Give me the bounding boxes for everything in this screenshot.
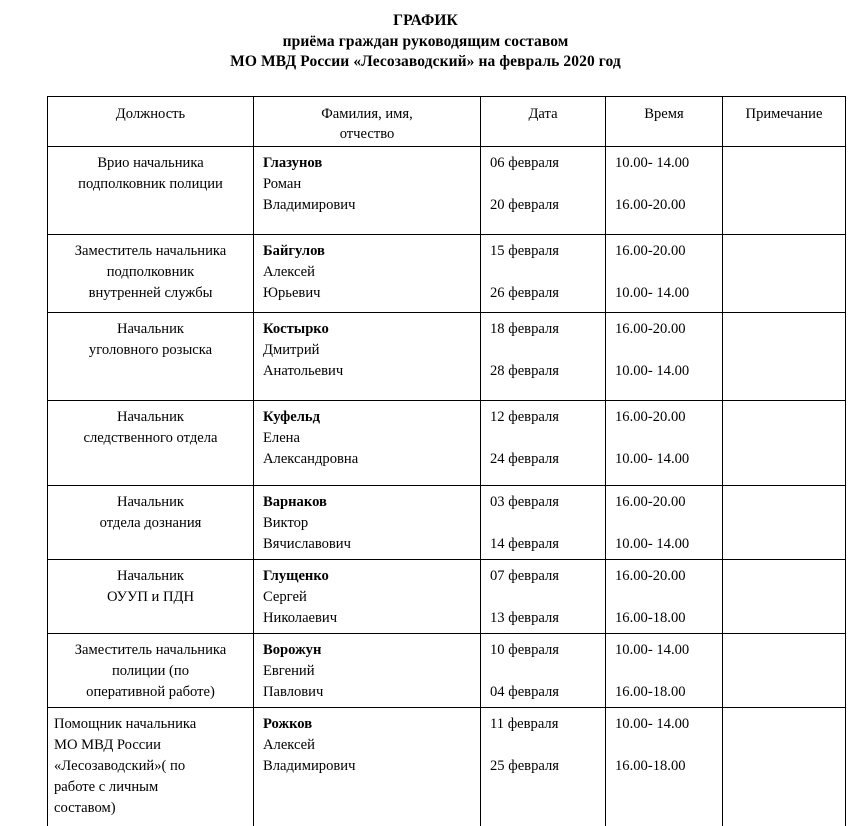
cell-time: [606, 147, 723, 235]
header-row: [48, 97, 846, 147]
position-line: Начальник: [116, 321, 185, 337]
cell-position: [48, 486, 254, 560]
date-slot-1: 06 февраля: [490, 155, 559, 171]
cell-position: [48, 147, 254, 235]
date-slot-1: 11 февраля: [490, 716, 559, 732]
cell-position: [48, 401, 254, 486]
position-line: уголовного розыска: [88, 342, 213, 358]
surname: Глазунов: [263, 155, 323, 171]
time-slot-1: 10.00- 14.00: [615, 155, 690, 171]
slot-spacer: [615, 340, 718, 361]
cell-position: [48, 634, 254, 708]
cell-full-name: [254, 235, 481, 313]
surname: Рожков: [263, 716, 313, 732]
first-name: Роман: [263, 176, 302, 192]
time-slot-2: 10.00- 14.00: [615, 451, 690, 467]
slot-spacer: [490, 428, 601, 449]
document-title-main: ГРАФИК: [393, 12, 458, 29]
schedule-table-header: [48, 97, 846, 147]
surname: Глущенко: [263, 568, 329, 584]
position-line: Врио начальника: [97, 155, 204, 171]
patronymic: Юрьевич: [263, 285, 321, 301]
cell-full-name: [254, 560, 481, 634]
slot-spacer: [615, 735, 718, 756]
cell-position: [48, 560, 254, 634]
slot-spacer: [490, 174, 601, 195]
time-slot-1: 16.00-20.00: [615, 243, 686, 259]
time-slot-2: 16.00-18.00: [615, 684, 686, 700]
document-title-subtitle-2: МО МВД России «Лесозаводский» на февраль 2020 год: [230, 53, 621, 70]
cell-note: [723, 560, 846, 634]
cell-time: [606, 634, 723, 708]
time-slot-1: 16.00-20.00: [615, 568, 686, 584]
patronymic: Вячиславович: [263, 536, 351, 552]
cell-date: [481, 634, 606, 708]
cell-note: [723, 708, 846, 826]
schedule-table-wrapper: [47, 96, 845, 826]
slot-spacer: [490, 587, 601, 608]
table-row: [48, 235, 846, 313]
time-slot-1: 16.00-20.00: [615, 409, 686, 425]
position-line: Начальник: [116, 568, 185, 584]
position-line: отдела дознания: [99, 515, 202, 531]
header-label-name-line2: отчество: [339, 126, 395, 142]
time-slot-2: 10.00- 14.00: [615, 536, 690, 552]
cell-full-name: [254, 486, 481, 560]
document-title-block: [0, 0, 851, 73]
cell-position: [48, 235, 254, 313]
date-slot-2: 24 февраля: [490, 451, 559, 467]
position-line: оперативной работе): [86, 684, 215, 700]
position-line: работе с личным: [54, 779, 159, 795]
slot-spacer: [615, 428, 718, 449]
first-name: Виктор: [263, 515, 309, 531]
cell-date: [481, 401, 606, 486]
position-line: внутренней службы: [88, 285, 213, 301]
table-row: [48, 708, 846, 826]
slot-spacer: [490, 262, 601, 283]
date-slot-1: 15 февраля: [490, 243, 559, 259]
schedule-table-body: [48, 147, 846, 826]
date-slot-2: 14 февраля: [490, 536, 559, 552]
cell-position: [48, 708, 254, 826]
header-label-note: Примечание: [745, 106, 823, 122]
position-line: подполковник: [106, 264, 195, 280]
table-row: [48, 313, 846, 401]
date-slot-2: 25 февраля: [490, 758, 559, 774]
position-line: полиции (по: [111, 663, 190, 679]
date-slot-1: 07 февраля: [490, 568, 559, 584]
table-row: [48, 147, 846, 235]
cell-date: [481, 486, 606, 560]
cell-date: [481, 147, 606, 235]
header-label-name-line1: Фамилия, имя,: [321, 106, 413, 122]
time-slot-1: 10.00- 14.00: [615, 716, 690, 732]
document-title-subtitle-1: приёма граждан руководящим составом: [282, 32, 569, 50]
first-name: Алексей: [263, 264, 315, 280]
time-slot-2: 16.00-18.00: [615, 758, 686, 774]
position-line: составом): [54, 800, 116, 816]
surname: Ворожун: [263, 642, 322, 658]
cell-full-name: [254, 634, 481, 708]
cell-full-name: [254, 313, 481, 401]
time-slot-2: 10.00- 14.00: [615, 363, 690, 379]
time-slot-2: 10.00- 14.00: [615, 285, 690, 301]
cell-time: [606, 313, 723, 401]
table-row: [48, 560, 846, 634]
slot-spacer: [490, 513, 601, 534]
patronymic: Александровна: [263, 451, 359, 467]
header-cell-note: [723, 97, 846, 147]
time-slot-1: 16.00-20.00: [615, 494, 686, 510]
header-label-time: Время: [644, 106, 684, 122]
header-label-date: Дата: [528, 106, 558, 122]
patronymic: Владимирович: [263, 197, 356, 213]
slot-spacer: [490, 340, 601, 361]
date-slot-2: 28 февраля: [490, 363, 559, 379]
first-name: Дмитрий: [263, 342, 320, 358]
cell-note: [723, 486, 846, 560]
time-slot-1: 10.00- 14.00: [615, 642, 690, 658]
cell-note: [723, 235, 846, 313]
cell-date: [481, 560, 606, 634]
cell-date: [481, 235, 606, 313]
schedule-table: [47, 96, 846, 826]
date-slot-2: 04 февраля: [490, 684, 559, 700]
cell-time: [606, 401, 723, 486]
date-slot-2: 13 февраля: [490, 610, 559, 626]
patronymic: Николаевич: [263, 610, 338, 626]
table-row: [48, 486, 846, 560]
surname: Костырко: [263, 321, 329, 337]
cell-time: [606, 708, 723, 826]
position-line: Заместитель начальника: [74, 642, 227, 658]
header-label-position: Должность: [115, 106, 186, 122]
position-line: Помощник начальника: [54, 716, 197, 732]
cell-full-name: [254, 401, 481, 486]
slot-spacer: [615, 587, 718, 608]
cell-time: [606, 486, 723, 560]
surname: Куфельд: [263, 409, 321, 425]
position-line: Заместитель начальника: [74, 243, 227, 259]
table-row: [48, 401, 846, 486]
position-line: Начальник: [116, 494, 185, 510]
position-line: ОУУП и ПДН: [106, 589, 195, 605]
cell-note: [723, 401, 846, 486]
cell-time: [606, 560, 723, 634]
slot-spacer: [615, 174, 718, 195]
position-line: следственного отдела: [83, 430, 218, 446]
cell-date: [481, 708, 606, 826]
cell-note: [723, 634, 846, 708]
cell-full-name: [254, 147, 481, 235]
date-slot-1: 18 февраля: [490, 321, 559, 337]
surname: Варнаков: [263, 494, 327, 510]
date-slot-2: 26 февраля: [490, 285, 559, 301]
position-line: Начальник: [116, 409, 185, 425]
slot-spacer: [615, 262, 718, 283]
patronymic: Павлович: [263, 684, 324, 700]
time-slot-2: 16.00-20.00: [615, 197, 686, 213]
position-line: подполковник полиции: [78, 176, 223, 192]
cell-date: [481, 313, 606, 401]
date-slot-1: 12 февраля: [490, 409, 559, 425]
first-name: Алексей: [263, 737, 315, 753]
time-slot-2: 16.00-18.00: [615, 610, 686, 626]
slot-spacer: [615, 661, 718, 682]
cell-note: [723, 147, 846, 235]
patronymic: Владимирович: [263, 758, 356, 774]
slot-spacer: [615, 513, 718, 534]
position-line: «Лесозаводский»( по: [54, 758, 186, 774]
surname: Байгулов: [263, 243, 325, 259]
date-slot-1: 10 февраля: [490, 642, 559, 658]
date-slot-2: 20 февраля: [490, 197, 559, 213]
header-cell-position: [48, 97, 254, 147]
slot-spacer: [490, 735, 601, 756]
cell-position: [48, 313, 254, 401]
table-row: [48, 634, 846, 708]
slot-spacer: [490, 661, 601, 682]
cell-note: [723, 313, 846, 401]
cell-time: [606, 235, 723, 313]
first-name: Евгений: [263, 663, 315, 679]
header-cell-date: [481, 97, 606, 147]
header-cell-time: [606, 97, 723, 147]
date-slot-1: 03 февраля: [490, 494, 559, 510]
first-name: Сергей: [263, 589, 307, 605]
patronymic: Анатольевич: [263, 363, 344, 379]
first-name: Елена: [263, 430, 300, 446]
position-line: МО МВД России: [54, 737, 161, 753]
header-cell-name: [254, 97, 481, 147]
cell-full-name: [254, 708, 481, 826]
time-slot-1: 16.00-20.00: [615, 321, 686, 337]
